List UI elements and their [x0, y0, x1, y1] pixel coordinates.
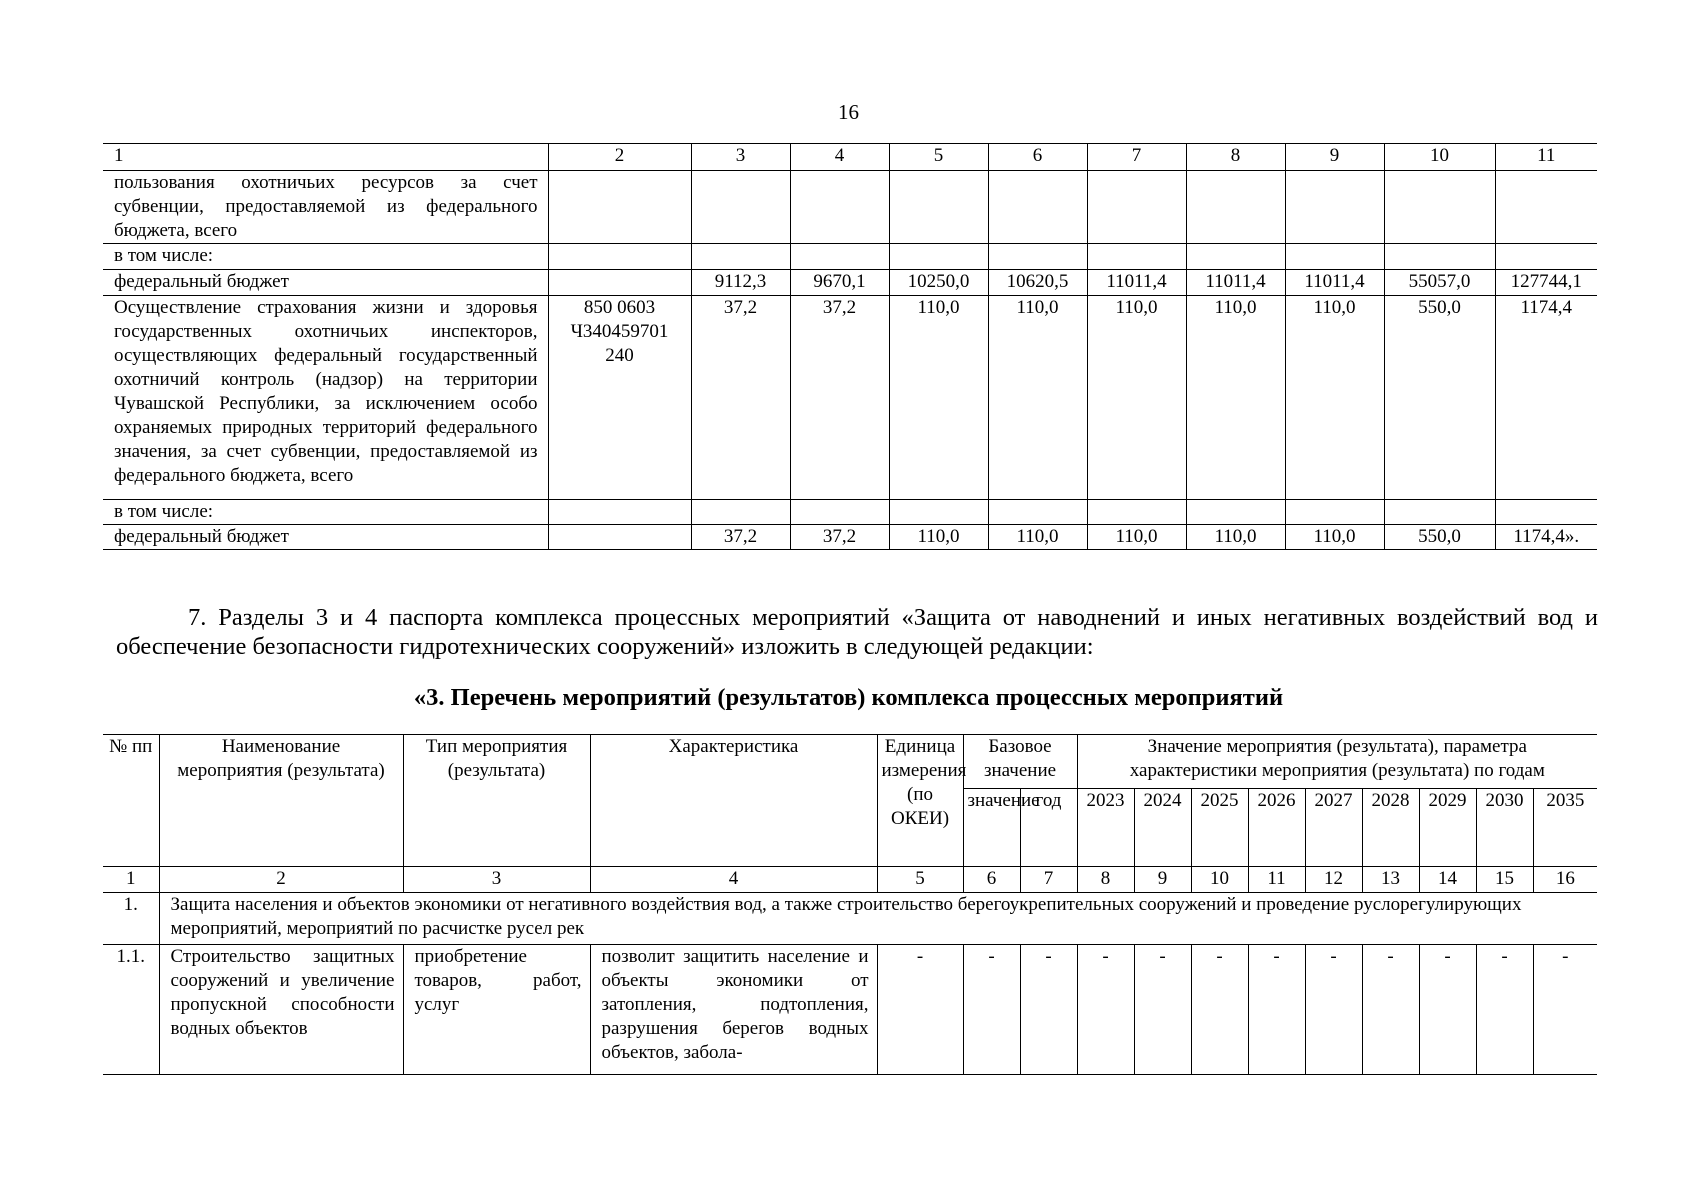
row-1-1-characteristic: позволит защитить население и объекты экономики от затопления, подтопления, разрушения берегов водных объектов, забола-	[590, 945, 877, 1075]
header-cell: 4	[790, 144, 889, 171]
amendment-paragraph-text: 7. Разделы 3 и 4 паспорта комплекса процессных мероприятий «Защита от наводнений и иных негативных воздействий вод и обеспечение безопасности гидротехнических сооружений» изложить в следующей редакции:	[116, 604, 1598, 660]
row-value-cell: 110,0	[988, 525, 1087, 550]
row-value-cell: 110,0	[1186, 296, 1285, 500]
row-value-cell	[790, 244, 889, 270]
row-1-1-value: -	[1077, 945, 1134, 1075]
header-year: 2027	[1305, 789, 1362, 867]
header-type: Тип мероприятия (результата)	[403, 735, 590, 867]
row-value-cell	[1384, 500, 1495, 525]
row-value-cell	[790, 171, 889, 244]
row-1-1-value: -	[1476, 945, 1533, 1075]
row-value-cell	[1495, 500, 1597, 525]
header-cell: 9	[1285, 144, 1384, 171]
row-1-1-value: -	[1362, 945, 1419, 1075]
row-value-cell	[988, 244, 1087, 270]
row-value-cell	[691, 171, 790, 244]
row-value-cell: 37,2	[790, 525, 889, 550]
header-year: 2023	[1077, 789, 1134, 867]
row-value-cell: 10620,5	[988, 270, 1087, 296]
header-year: 2029	[1419, 789, 1476, 867]
row-value-cell	[691, 500, 790, 525]
row-code-cell	[548, 270, 691, 296]
header-year: 2028	[1362, 789, 1419, 867]
row-1-1-value: -	[1419, 945, 1476, 1075]
measures-column-numbers-row	[103, 867, 1597, 893]
header-unit: Единица измерения (по ОКЕИ)	[877, 735, 963, 867]
header-base-value: значение	[963, 789, 1020, 867]
measure-row-1-1	[103, 945, 1597, 1075]
header-cell: 7	[1087, 144, 1186, 171]
row-name-cell: федеральный бюджет	[103, 270, 548, 296]
row-value-cell: 9670,1	[790, 270, 889, 296]
header-values-by-year: Значение мероприятия (результата), параметра характеристики мероприятия (результата) по годам	[1077, 735, 1597, 789]
row-value-cell: 11011,4	[1186, 270, 1285, 296]
row-value-cell: 110,0	[889, 296, 988, 500]
column-number: 1	[103, 867, 159, 893]
row-1-1-type: приобретение товаров, работ, услуг	[403, 945, 590, 1075]
header-characteristic: Характеристика	[590, 735, 877, 867]
row-code-cell: 850 0603 Ч340459701 240	[548, 296, 691, 500]
row-value-cell	[1186, 244, 1285, 270]
column-number: 15	[1476, 867, 1533, 893]
header-year: 2025	[1191, 789, 1248, 867]
header-cell: 10	[1384, 144, 1495, 171]
row-value-cell	[1087, 244, 1186, 270]
row-value-cell	[790, 500, 889, 525]
row-value-cell	[1285, 500, 1384, 525]
row-value-cell	[1186, 500, 1285, 525]
row-value-cell: 110,0	[1186, 525, 1285, 550]
column-number: 14	[1419, 867, 1476, 893]
column-number: 5	[877, 867, 963, 893]
row-1-1-base-value: -	[963, 945, 1020, 1075]
row-code-cell	[548, 525, 691, 550]
funding-table-header-row	[103, 144, 1597, 171]
row-value-cell: 37,2	[790, 296, 889, 500]
row-value-cell: 9112,3	[691, 270, 790, 296]
column-number: 12	[1305, 867, 1362, 893]
funding-table-row	[103, 244, 1597, 270]
row-name-cell: пользования охотничьих ресурсов за счет субвенции, предоставляемой из федерального бюджета, всего	[103, 171, 548, 244]
row-value-cell: 110,0	[1087, 296, 1186, 500]
row-1-1-unit: -	[877, 945, 963, 1075]
row-value-cell	[691, 244, 790, 270]
row-value-cell	[1285, 244, 1384, 270]
row-value-cell	[1087, 500, 1186, 525]
row-value-cell: 11011,4	[1285, 270, 1384, 296]
row-name-cell: Осуществление страхования жизни и здоровья государственных охотничьих инспекторов, осуществляющих федеральный государственный охотничий контроль (надзор) на территории Чувашской Республики, за исключением особо охраняемых природных территорий федерального значения, за счет субвенции, предоставляемой из федерального бюджета, всего	[103, 296, 548, 500]
header-year: 2035	[1533, 789, 1597, 867]
page-number: 16	[838, 100, 859, 124]
measures-table	[103, 734, 1597, 1075]
row-1-1-name: Строительство защитных сооружений и увеличение пропускной способности водных объектов	[159, 945, 403, 1075]
row-value-cell	[1285, 171, 1384, 244]
row-value-cell: 37,2	[691, 525, 790, 550]
row-value-cell: 11011,4	[1087, 270, 1186, 296]
header-year: 2026	[1248, 789, 1305, 867]
funding-table-row	[103, 296, 1597, 500]
row-1-1-value: -	[1533, 945, 1597, 1075]
funding-table-row	[103, 270, 1597, 296]
row-value-cell	[1495, 244, 1597, 270]
header-base-year: год	[1020, 789, 1077, 867]
row-value-cell: 110,0	[1087, 525, 1186, 550]
row-value-cell: 1174,4».	[1495, 525, 1597, 550]
row-value-cell	[1384, 171, 1495, 244]
row-value-cell: 1174,4	[1495, 296, 1597, 500]
row-value-cell: 550,0	[1384, 525, 1495, 550]
column-number: 16	[1533, 867, 1597, 893]
row-value-cell	[889, 500, 988, 525]
column-number: 4	[590, 867, 877, 893]
column-number: 11	[1248, 867, 1305, 893]
row-1-1-num: 1.1.	[103, 945, 159, 1075]
row-value-cell: 110,0	[1285, 296, 1384, 500]
header-cell: 2	[548, 144, 691, 171]
funding-table-row	[103, 171, 1597, 244]
header-year: 2024	[1134, 789, 1191, 867]
row-value-cell: 127744,1	[1495, 270, 1597, 296]
funding-table-row	[103, 525, 1597, 550]
column-number: 8	[1077, 867, 1134, 893]
row-value-cell	[988, 171, 1087, 244]
header-name: Наименование мероприятия (результата)	[159, 735, 403, 867]
header-year: 2030	[1476, 789, 1533, 867]
row-value-cell: 10250,0	[889, 270, 988, 296]
header-cell: 3	[691, 144, 790, 171]
column-number: 6	[963, 867, 1020, 893]
row-1-1-base-year: -	[1020, 945, 1077, 1075]
row-value-cell	[1384, 244, 1495, 270]
row-code-cell	[548, 171, 691, 244]
header-base: Базовое значение	[963, 735, 1077, 789]
header-cell: 11	[1495, 144, 1597, 171]
row-name-cell: в том числе:	[103, 244, 548, 270]
row-value-cell: 110,0	[988, 296, 1087, 500]
row-value-cell	[889, 171, 988, 244]
row-1-1-value: -	[1134, 945, 1191, 1075]
row-value-cell	[889, 244, 988, 270]
column-number: 3	[403, 867, 590, 893]
section-1-title: Защита населения и объектов экономики от негативного воздействия вод, а также строительство берегоукрепительных сооружений и проведение руслорегулирующих мероприятий, мероприятий по расчистке русел рек	[159, 893, 1597, 945]
row-name-cell: в том числе:	[103, 500, 548, 525]
header-cell: 6	[988, 144, 1087, 171]
row-value-cell: 55057,0	[1384, 270, 1495, 296]
row-code-cell	[548, 244, 691, 270]
row-value-cell: 110,0	[889, 525, 988, 550]
row-value-cell	[1186, 171, 1285, 244]
measures-header-row-1	[103, 735, 1597, 789]
header-num: № пп	[103, 735, 159, 867]
header-cell: 8	[1186, 144, 1285, 171]
section-heading: «3. Перечень мероприятий (результатов) комплекса процессных мероприятий	[413, 684, 1284, 711]
header-cell: 5	[889, 144, 988, 171]
row-name-cell: федеральный бюджет	[103, 525, 548, 550]
section-1-num: 1.	[103, 893, 159, 945]
row-value-cell	[1087, 171, 1186, 244]
row-value-cell	[1495, 171, 1597, 244]
column-number: 10	[1191, 867, 1248, 893]
funding-table	[103, 143, 1597, 550]
section-1-row	[103, 893, 1597, 945]
row-1-1-value: -	[1305, 945, 1362, 1075]
row-value-cell: 550,0	[1384, 296, 1495, 500]
column-number: 9	[1134, 867, 1191, 893]
column-number: 7	[1020, 867, 1077, 893]
row-value-cell	[988, 500, 1087, 525]
row-code-cell	[548, 500, 691, 525]
row-value-cell: 37,2	[691, 296, 790, 500]
row-1-1-value: -	[1191, 945, 1248, 1075]
column-number: 13	[1362, 867, 1419, 893]
row-1-1-value: -	[1248, 945, 1305, 1075]
amendment-paragraph	[116, 603, 1598, 661]
funding-table-row	[103, 500, 1597, 525]
row-value-cell: 110,0	[1285, 525, 1384, 550]
column-number: 2	[159, 867, 403, 893]
header-cell: 1	[103, 144, 548, 171]
